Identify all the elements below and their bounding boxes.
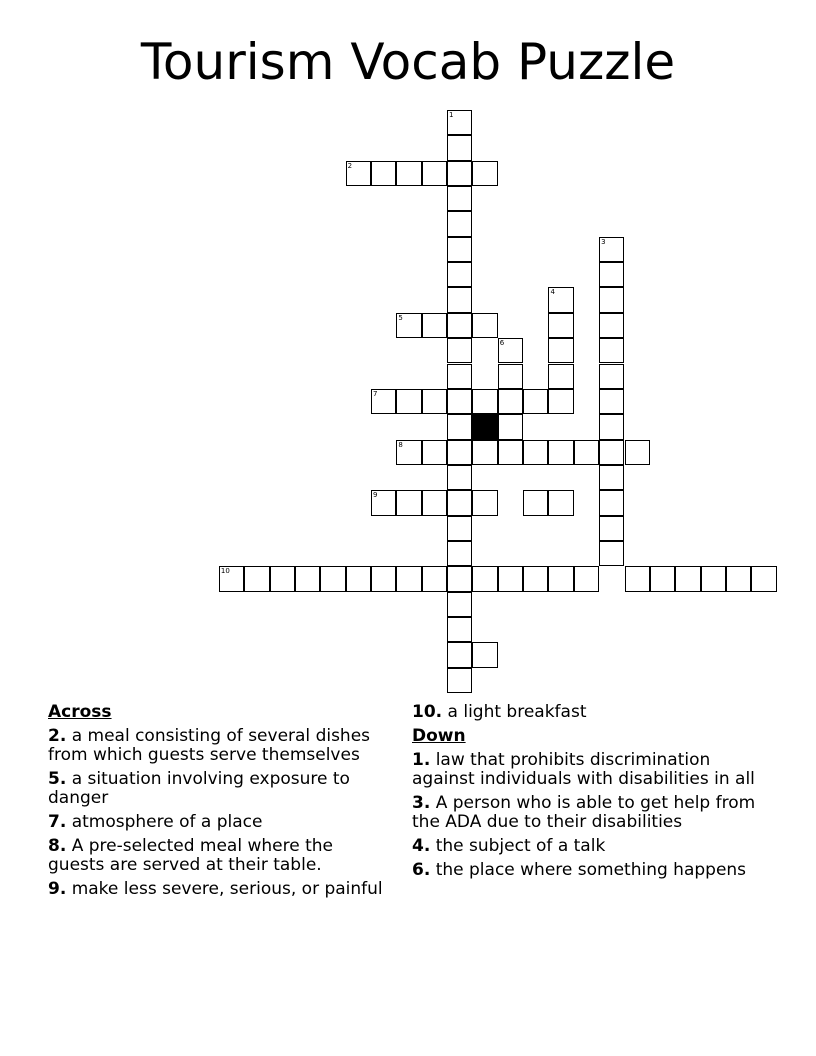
clue-down-6 xyxy=(412,861,772,880)
cell-number: 8 xyxy=(398,440,403,449)
grid-cell[interactable] xyxy=(447,389,472,414)
grid-cell[interactable] xyxy=(548,440,573,465)
grid-cell[interactable] xyxy=(599,287,624,312)
grid-cell[interactable] xyxy=(371,490,396,515)
cell-number: 1 xyxy=(449,111,454,119)
grid-cell[interactable] xyxy=(447,135,472,160)
grid-cell[interactable] xyxy=(396,313,421,338)
clue-across-8 xyxy=(48,837,388,875)
grid-cell[interactable] xyxy=(548,490,573,515)
grid-black-cell xyxy=(472,414,497,439)
grid-cell[interactable] xyxy=(447,237,472,262)
grid-cell[interactable] xyxy=(396,389,421,414)
grid-cell[interactable] xyxy=(701,566,726,591)
grid-cell[interactable] xyxy=(447,668,472,693)
grid-cell[interactable] xyxy=(447,642,472,667)
grid-cell[interactable] xyxy=(447,414,472,439)
grid-cell[interactable] xyxy=(396,440,421,465)
clue-number: 5. xyxy=(48,769,67,789)
grid-cell[interactable] xyxy=(472,389,497,414)
grid-cell[interactable] xyxy=(396,161,421,186)
grid-cell[interactable] xyxy=(599,262,624,287)
grid-cell[interactable] xyxy=(599,237,624,262)
clue-number: 4. xyxy=(412,836,431,856)
grid-cell[interactable] xyxy=(422,490,447,515)
clue-text: the subject of a talk xyxy=(435,836,606,856)
grid-cell[interactable] xyxy=(523,389,548,414)
clue-text: a situation involving exposure to danger xyxy=(48,769,350,808)
grid-cell[interactable] xyxy=(447,338,472,363)
grid-cell[interactable] xyxy=(599,516,624,541)
clue-number: 1. xyxy=(412,750,431,770)
grid-cell[interactable] xyxy=(447,186,472,211)
grid-cell[interactable] xyxy=(396,490,421,515)
clue-down-4 xyxy=(412,837,772,856)
clue-across-7 xyxy=(48,813,388,832)
grid-cell[interactable] xyxy=(472,313,497,338)
grid-cell[interactable] xyxy=(447,541,472,566)
grid-cell[interactable] xyxy=(472,440,497,465)
grid-cell[interactable] xyxy=(599,440,624,465)
down-heading: Down xyxy=(412,726,466,746)
grid-cell[interactable] xyxy=(447,440,472,465)
grid-cell[interactable] xyxy=(599,364,624,389)
grid-cell[interactable] xyxy=(219,566,244,591)
grid-cell[interactable] xyxy=(422,440,447,465)
grid-cell[interactable] xyxy=(599,338,624,363)
grid-cell[interactable] xyxy=(447,516,472,541)
grid-cell[interactable] xyxy=(447,465,472,490)
cell-number: 5 xyxy=(398,313,403,322)
grid-cell[interactable] xyxy=(346,161,371,186)
puzzle-title: Tourism Vocab Puzzle xyxy=(140,33,676,91)
grid-cell[interactable] xyxy=(548,389,573,414)
grid-cell[interactable] xyxy=(447,490,472,515)
grid-cell[interactable] xyxy=(498,566,523,591)
clue-across-10 xyxy=(412,703,772,722)
grid-cell[interactable] xyxy=(548,313,573,338)
clue-number: 2. xyxy=(48,726,67,746)
grid-cell[interactable] xyxy=(371,161,396,186)
grid-cell[interactable] xyxy=(498,389,523,414)
clue-text: atmosphere of a place xyxy=(71,812,263,832)
cell-number: 2 xyxy=(347,161,353,170)
clue-number: 9. xyxy=(48,879,67,899)
grid-cell[interactable] xyxy=(523,490,548,515)
grid-cell[interactable] xyxy=(548,338,573,363)
grid-cell[interactable] xyxy=(548,287,573,312)
clue-number: 6. xyxy=(412,860,431,880)
grid-cell[interactable] xyxy=(498,440,523,465)
clue-text: law that prohibits discrimination against individuals with disabilities in all xyxy=(412,750,755,789)
grid-cell[interactable] xyxy=(498,414,523,439)
clue-number: 3. xyxy=(412,793,431,813)
clue-down-3 xyxy=(412,794,772,832)
across-heading: Across xyxy=(48,702,112,722)
grid-cell[interactable] xyxy=(599,541,624,566)
cell-number: 7 xyxy=(373,389,378,398)
grid-cell[interactable] xyxy=(447,592,472,617)
grid-cell[interactable] xyxy=(599,465,624,490)
grid-cell[interactable] xyxy=(650,566,675,591)
grid-cell[interactable] xyxy=(523,566,548,591)
clue-text: the place where something happens xyxy=(435,860,747,880)
grid-cell[interactable] xyxy=(447,287,472,312)
grid-cell[interactable] xyxy=(498,364,523,389)
grid-cell[interactable] xyxy=(599,414,624,439)
grid-cell[interactable] xyxy=(574,440,599,465)
grid-cell[interactable] xyxy=(548,566,573,591)
clue-across-9 xyxy=(48,880,388,899)
grid-cell[interactable] xyxy=(599,313,624,338)
cell-number: 4 xyxy=(550,288,555,297)
grid-cell[interactable] xyxy=(447,566,472,591)
grid-cell[interactable] xyxy=(295,566,320,591)
grid-cell[interactable] xyxy=(599,490,624,515)
grid-cell[interactable] xyxy=(396,566,421,591)
grid-cell[interactable] xyxy=(447,161,472,186)
grid-cell[interactable] xyxy=(447,617,472,642)
clue-across-5 xyxy=(48,770,388,808)
cell-number: 9 xyxy=(373,491,378,500)
grid-cell[interactable] xyxy=(726,566,751,591)
grid-cell[interactable] xyxy=(472,161,497,186)
grid-cell[interactable] xyxy=(472,490,497,515)
clue-text: make less severe, serious, or painful xyxy=(71,879,383,899)
clue-across-2 xyxy=(48,727,388,765)
grid-cell[interactable] xyxy=(447,110,472,135)
across-clues xyxy=(48,703,388,904)
grid-cell[interactable] xyxy=(625,566,650,591)
grid-cell[interactable] xyxy=(371,389,396,414)
cell-number: 3 xyxy=(601,237,606,246)
grid-cell[interactable] xyxy=(447,364,472,389)
clue-text: A person who is able to get help from the ADA due to their disabilities xyxy=(412,793,756,832)
cell-number: 10 xyxy=(220,567,230,576)
grid-cell[interactable] xyxy=(447,262,472,287)
grid-cell[interactable] xyxy=(751,566,776,591)
clue-number: 7. xyxy=(48,812,67,832)
grid-cell[interactable] xyxy=(498,338,523,363)
clue-down-1 xyxy=(412,751,772,789)
clue-number: 10. xyxy=(412,702,443,722)
clue-text: a meal consisting of several dishes from which guests serve themselves xyxy=(48,726,371,765)
grid-cell[interactable] xyxy=(422,313,447,338)
grid-cell[interactable] xyxy=(422,566,447,591)
cell-number: 6 xyxy=(499,339,505,348)
grid-cell[interactable] xyxy=(270,566,295,591)
grid-cell[interactable] xyxy=(447,313,472,338)
grid-cell[interactable] xyxy=(675,566,700,591)
grid-cell[interactable] xyxy=(447,211,472,236)
grid-cell[interactable] xyxy=(371,566,396,591)
grid-cell[interactable] xyxy=(472,566,497,591)
grid-cell[interactable] xyxy=(599,389,624,414)
grid-cell[interactable] xyxy=(523,440,548,465)
grid-cell[interactable] xyxy=(346,566,371,591)
grid-cell[interactable] xyxy=(244,566,269,591)
down-clues xyxy=(412,703,772,885)
grid-cell[interactable] xyxy=(422,161,447,186)
grid-cell[interactable] xyxy=(472,642,497,667)
grid-cell[interactable] xyxy=(625,440,650,465)
clue-text: a light breakfast xyxy=(447,702,587,722)
clue-text: A pre-selected meal where the guests are served at their table. xyxy=(48,836,333,875)
grid-cell[interactable] xyxy=(574,566,599,591)
grid-cell[interactable] xyxy=(548,364,573,389)
grid-cell[interactable] xyxy=(320,566,345,591)
grid-cell[interactable] xyxy=(422,389,447,414)
clue-number: 8. xyxy=(48,836,67,856)
